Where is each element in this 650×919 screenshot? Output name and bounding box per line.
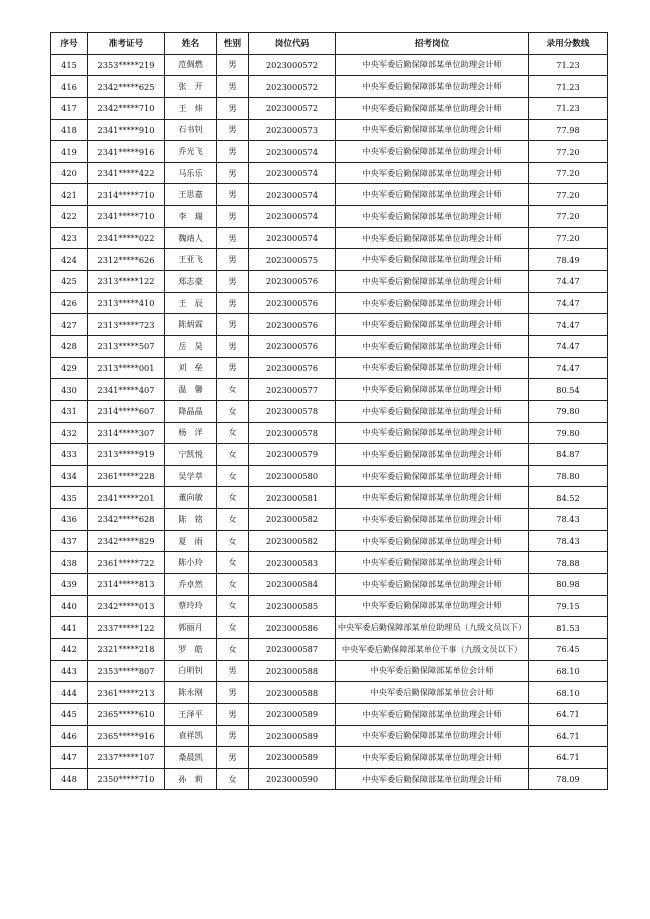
cell-score-line: 78.49 bbox=[529, 249, 608, 271]
cell-position-code: 2023000587 bbox=[249, 638, 336, 660]
cell-exam-number: 2314*****307 bbox=[88, 422, 165, 444]
cell-position: 中央军委后勤保障部某单位助理会计师 bbox=[336, 768, 529, 790]
cell-index: 440 bbox=[51, 595, 88, 617]
cell-score-line: 64.71 bbox=[529, 725, 608, 747]
cell-index: 432 bbox=[51, 422, 88, 444]
table-row bbox=[51, 768, 608, 790]
cell-index: 429 bbox=[51, 357, 88, 379]
cell-name: 董向敏 bbox=[165, 487, 217, 509]
cell-position-code: 2023000588 bbox=[249, 660, 336, 682]
cell-position: 中央军委后勤保障部某单位助理会计师 bbox=[336, 487, 529, 509]
cell-name: 王亚飞 bbox=[165, 249, 217, 271]
cell-gender: 女 bbox=[217, 400, 249, 422]
cell-name: 郑志豪 bbox=[165, 271, 217, 293]
cell-position-code: 2023000576 bbox=[249, 292, 336, 314]
cell-gender: 男 bbox=[217, 335, 249, 357]
cell-name: 陈 铭 bbox=[165, 509, 217, 531]
cell-position: 中央军委后勤保障部某单位助理会计师 bbox=[336, 574, 529, 596]
cell-exam-number: 2341*****910 bbox=[88, 119, 165, 141]
cell-position: 中央军委后勤保障部某单位助理会计师 bbox=[336, 97, 529, 119]
cell-name: 陈永刚 bbox=[165, 682, 217, 704]
cell-index: 426 bbox=[51, 292, 88, 314]
table-row bbox=[51, 703, 608, 725]
cell-exam-number: 2341*****022 bbox=[88, 227, 165, 249]
cell-position: 中央军委后勤保障部某单位助理会计师 bbox=[336, 141, 529, 163]
cell-name: 孙 莉 bbox=[165, 768, 217, 790]
table-row bbox=[51, 725, 608, 747]
cell-index: 446 bbox=[51, 725, 88, 747]
cell-exam-number: 2342*****628 bbox=[88, 509, 165, 531]
cell-score-line: 77.20 bbox=[529, 184, 608, 206]
cell-position: 中央军委后勤保障部某单位会计师 bbox=[336, 682, 529, 704]
cell-name: 王思嘉 bbox=[165, 184, 217, 206]
cell-index: 447 bbox=[51, 747, 88, 769]
cell-score-line: 80.98 bbox=[529, 574, 608, 596]
table-row bbox=[51, 141, 608, 163]
cell-index: 418 bbox=[51, 119, 88, 141]
cell-position-code: 2023000576 bbox=[249, 357, 336, 379]
table-row bbox=[51, 574, 608, 596]
cell-position: 中央军委后勤保障部某单位助理会计师 bbox=[336, 530, 529, 552]
cell-score-line: 74.47 bbox=[529, 357, 608, 379]
cell-index: 439 bbox=[51, 574, 88, 596]
cell-gender: 女 bbox=[217, 530, 249, 552]
cell-gender: 男 bbox=[217, 76, 249, 98]
cell-index: 425 bbox=[51, 271, 88, 293]
cell-position: 中央军委后勤保障部某单位会计师 bbox=[336, 660, 529, 682]
cell-exam-number: 2341*****916 bbox=[88, 141, 165, 163]
table-row bbox=[51, 357, 608, 379]
cell-exam-number: 2341*****201 bbox=[88, 487, 165, 509]
cell-exam-number: 2365*****916 bbox=[88, 725, 165, 747]
cell-position: 中央军委后勤保障部某单位助理会计师 bbox=[336, 552, 529, 574]
cell-name: 张 开 bbox=[165, 76, 217, 98]
cell-gender: 女 bbox=[217, 595, 249, 617]
table-row bbox=[51, 595, 608, 617]
cell-name: 岳 昊 bbox=[165, 335, 217, 357]
cell-position-code: 2023000585 bbox=[249, 595, 336, 617]
table-row bbox=[51, 509, 608, 531]
cell-gender: 男 bbox=[217, 725, 249, 747]
cell-position-code: 2023000588 bbox=[249, 682, 336, 704]
header-exam-number: 准考证号 bbox=[88, 33, 165, 55]
cell-score-line: 80.54 bbox=[529, 379, 608, 401]
cell-score-line: 68.10 bbox=[529, 660, 608, 682]
header-gender: 性别 bbox=[217, 33, 249, 55]
cell-name: 李 瑞 bbox=[165, 206, 217, 228]
cell-position-code: 2023000574 bbox=[249, 206, 336, 228]
cell-exam-number: 2353*****219 bbox=[88, 54, 165, 76]
table-row bbox=[51, 249, 608, 271]
cell-score-line: 78.43 bbox=[529, 530, 608, 552]
cell-exam-number: 2361*****722 bbox=[88, 552, 165, 574]
cell-name: 乔光飞 bbox=[165, 141, 217, 163]
cell-index: 431 bbox=[51, 400, 88, 422]
cell-index: 437 bbox=[51, 530, 88, 552]
cell-exam-number: 2341*****407 bbox=[88, 379, 165, 401]
cell-name: 郭丽月 bbox=[165, 617, 217, 639]
cell-score-line: 71.23 bbox=[529, 54, 608, 76]
header-name: 姓名 bbox=[165, 33, 217, 55]
cell-exam-number: 2342*****625 bbox=[88, 76, 165, 98]
cell-position: 中央军委后勤保障部某单位助理会计师 bbox=[336, 271, 529, 293]
cell-gender: 男 bbox=[217, 54, 249, 76]
cell-index: 442 bbox=[51, 638, 88, 660]
table-row bbox=[51, 487, 608, 509]
cell-exam-number: 2337*****122 bbox=[88, 617, 165, 639]
cell-position: 中央军委后勤保障部某单位助理会计师 bbox=[336, 76, 529, 98]
cell-position-code: 2023000572 bbox=[249, 76, 336, 98]
cell-index: 422 bbox=[51, 206, 88, 228]
cell-position: 中央军委后勤保障部某单位助理会计师 bbox=[336, 227, 529, 249]
cell-position-code: 2023000577 bbox=[249, 379, 336, 401]
cell-gender: 男 bbox=[217, 747, 249, 769]
cell-position-code: 2023000576 bbox=[249, 271, 336, 293]
table-row bbox=[51, 119, 608, 141]
table-row bbox=[51, 400, 608, 422]
table-row bbox=[51, 271, 608, 293]
cell-index: 434 bbox=[51, 465, 88, 487]
cell-index: 444 bbox=[51, 682, 88, 704]
table-row bbox=[51, 638, 608, 660]
cell-name: 白明钊 bbox=[165, 660, 217, 682]
cell-gender: 女 bbox=[217, 638, 249, 660]
cell-position: 中央军委后勤保障部某单位助理会计师 bbox=[336, 465, 529, 487]
table-row bbox=[51, 552, 608, 574]
cell-position-code: 2023000572 bbox=[249, 54, 336, 76]
table-row bbox=[51, 379, 608, 401]
header-score-line: 录用分数线 bbox=[529, 33, 608, 55]
cell-gender: 男 bbox=[217, 314, 249, 336]
cell-index: 436 bbox=[51, 509, 88, 531]
table-row bbox=[51, 227, 608, 249]
cell-name: 王 辰 bbox=[165, 292, 217, 314]
cell-name: 杨 洋 bbox=[165, 422, 217, 444]
cell-exam-number: 2313*****507 bbox=[88, 335, 165, 357]
cell-index: 423 bbox=[51, 227, 88, 249]
cell-exam-number: 2314*****710 bbox=[88, 184, 165, 206]
cell-score-line: 74.47 bbox=[529, 292, 608, 314]
table-row bbox=[51, 97, 608, 119]
cell-index: 420 bbox=[51, 162, 88, 184]
cell-score-line: 84.52 bbox=[529, 487, 608, 509]
cell-position: 中央军委后勤保障部某单位助理会计师 bbox=[336, 422, 529, 444]
cell-gender: 男 bbox=[217, 97, 249, 119]
cell-name: 石书钊 bbox=[165, 119, 217, 141]
cell-exam-number: 2341*****710 bbox=[88, 206, 165, 228]
cell-position: 中央军委后勤保障部某单位助理会计师 bbox=[336, 747, 529, 769]
admission-score-table bbox=[50, 32, 608, 790]
cell-exam-number: 2314*****607 bbox=[88, 400, 165, 422]
cell-gender: 女 bbox=[217, 768, 249, 790]
cell-score-line: 78.09 bbox=[529, 768, 608, 790]
cell-position-code: 2023000576 bbox=[249, 314, 336, 336]
cell-position: 中央军委后勤保障部某单位助理会计师 bbox=[336, 314, 529, 336]
cell-position-code: 2023000589 bbox=[249, 747, 336, 769]
cell-exam-number: 2313*****919 bbox=[88, 444, 165, 466]
cell-index: 417 bbox=[51, 97, 88, 119]
cell-position-code: 2023000584 bbox=[249, 574, 336, 596]
cell-position-code: 2023000582 bbox=[249, 530, 336, 552]
cell-position-code: 2023000589 bbox=[249, 703, 336, 725]
table-row bbox=[51, 682, 608, 704]
cell-score-line: 78.43 bbox=[529, 509, 608, 531]
cell-position: 中央军委后勤保障部某单位干事（九级文员以下） bbox=[336, 638, 529, 660]
table-row bbox=[51, 206, 608, 228]
cell-position: 中央军委后勤保障部某单位助理会计师 bbox=[336, 335, 529, 357]
cell-index: 443 bbox=[51, 660, 88, 682]
cell-position: 中央军委后勤保障部某单位助理会计师 bbox=[336, 249, 529, 271]
cell-index: 438 bbox=[51, 552, 88, 574]
table-row bbox=[51, 422, 608, 444]
cell-position: 中央军委后勤保障部某单位助理会计师 bbox=[336, 444, 529, 466]
cell-score-line: 76.45 bbox=[529, 638, 608, 660]
header-index: 序号 bbox=[51, 33, 88, 55]
cell-score-line: 77.20 bbox=[529, 206, 608, 228]
cell-name: 温 馨 bbox=[165, 379, 217, 401]
cell-position: 中央军委后勤保障部某单位助理会计师 bbox=[336, 595, 529, 617]
cell-gender: 男 bbox=[217, 682, 249, 704]
cell-position-code: 2023000580 bbox=[249, 465, 336, 487]
cell-exam-number: 2313*****410 bbox=[88, 292, 165, 314]
header-position-code: 岗位代码 bbox=[249, 33, 336, 55]
cell-position: 中央军委后勤保障部某单位助理会计师 bbox=[336, 54, 529, 76]
cell-gender: 男 bbox=[217, 249, 249, 271]
cell-exam-number: 2313*****122 bbox=[88, 271, 165, 293]
cell-name: 马乐乐 bbox=[165, 162, 217, 184]
cell-name: 王 炜 bbox=[165, 97, 217, 119]
cell-position-code: 2023000574 bbox=[249, 141, 336, 163]
cell-position: 中央军委后勤保障部某单位助理员（九级文员以下） bbox=[336, 617, 529, 639]
cell-score-line: 74.47 bbox=[529, 271, 608, 293]
cell-gender: 女 bbox=[217, 422, 249, 444]
table-row bbox=[51, 162, 608, 184]
cell-score-line: 74.47 bbox=[529, 335, 608, 357]
cell-position: 中央军委后勤保障部某单位助理会计师 bbox=[336, 119, 529, 141]
cell-gender: 男 bbox=[217, 357, 249, 379]
cell-position-code: 2023000578 bbox=[249, 400, 336, 422]
cell-exam-number: 2342*****829 bbox=[88, 530, 165, 552]
cell-index: 430 bbox=[51, 379, 88, 401]
cell-index: 433 bbox=[51, 444, 88, 466]
table-row bbox=[51, 76, 608, 98]
cell-position-code: 2023000582 bbox=[249, 509, 336, 531]
table-row bbox=[51, 465, 608, 487]
cell-gender: 男 bbox=[217, 271, 249, 293]
cell-gender: 女 bbox=[217, 617, 249, 639]
cell-exam-number: 2313*****723 bbox=[88, 314, 165, 336]
cell-exam-number: 2361*****228 bbox=[88, 465, 165, 487]
cell-position: 中央军委后勤保障部某单位助理会计师 bbox=[336, 379, 529, 401]
cell-position-code: 2023000583 bbox=[249, 552, 336, 574]
cell-position: 中央军委后勤保障部某单位助理会计师 bbox=[336, 703, 529, 725]
cell-gender: 女 bbox=[217, 379, 249, 401]
cell-gender: 男 bbox=[217, 119, 249, 141]
table-row bbox=[51, 530, 608, 552]
cell-position-code: 2023000573 bbox=[249, 119, 336, 141]
table-row bbox=[51, 314, 608, 336]
cell-name: 桑晨凯 bbox=[165, 747, 217, 769]
table-row bbox=[51, 292, 608, 314]
cell-score-line: 71.23 bbox=[529, 97, 608, 119]
cell-gender: 女 bbox=[217, 574, 249, 596]
cell-score-line: 79.15 bbox=[529, 595, 608, 617]
cell-exam-number: 2350*****710 bbox=[88, 768, 165, 790]
cell-position: 中央军委后勤保障部某单位助理会计师 bbox=[336, 725, 529, 747]
cell-score-line: 78.88 bbox=[529, 552, 608, 574]
cell-position: 中央军委后勤保障部某单位助理会计师 bbox=[336, 292, 529, 314]
cell-score-line: 77.20 bbox=[529, 162, 608, 184]
cell-name: 陈小玲 bbox=[165, 552, 217, 574]
cell-name: 乔卓然 bbox=[165, 574, 217, 596]
cell-score-line: 84.87 bbox=[529, 444, 608, 466]
cell-exam-number: 2341*****422 bbox=[88, 162, 165, 184]
cell-position-code: 2023000578 bbox=[249, 422, 336, 444]
cell-index: 448 bbox=[51, 768, 88, 790]
table-row bbox=[51, 444, 608, 466]
cell-position-code: 2023000589 bbox=[249, 725, 336, 747]
cell-gender: 女 bbox=[217, 552, 249, 574]
cell-exam-number: 2342*****013 bbox=[88, 595, 165, 617]
cell-gender: 男 bbox=[217, 141, 249, 163]
cell-index: 441 bbox=[51, 617, 88, 639]
cell-index: 419 bbox=[51, 141, 88, 163]
cell-position-code: 2023000574 bbox=[249, 162, 336, 184]
cell-position-code: 2023000572 bbox=[249, 97, 336, 119]
cell-name: 夏 雨 bbox=[165, 530, 217, 552]
cell-score-line: 77.20 bbox=[529, 227, 608, 249]
cell-position: 中央军委后勤保障部某单位助理会计师 bbox=[336, 357, 529, 379]
cell-name: 降晶晶 bbox=[165, 400, 217, 422]
cell-score-line: 71.23 bbox=[529, 76, 608, 98]
cell-exam-number: 2337*****107 bbox=[88, 747, 165, 769]
cell-position-code: 2023000574 bbox=[249, 184, 336, 206]
cell-index: 435 bbox=[51, 487, 88, 509]
cell-score-line: 77.98 bbox=[529, 119, 608, 141]
cell-name: 罗 皓 bbox=[165, 638, 217, 660]
cell-name: 蔡玲玲 bbox=[165, 595, 217, 617]
cell-score-line: 64.71 bbox=[529, 747, 608, 769]
table-row bbox=[51, 617, 608, 639]
cell-gender: 男 bbox=[217, 162, 249, 184]
cell-exam-number: 2342*****710 bbox=[88, 97, 165, 119]
cell-index: 424 bbox=[51, 249, 88, 271]
cell-score-line: 77.20 bbox=[529, 141, 608, 163]
cell-exam-number: 2313*****001 bbox=[88, 357, 165, 379]
cell-position-code: 2023000575 bbox=[249, 249, 336, 271]
cell-gender: 男 bbox=[217, 703, 249, 725]
table-row bbox=[51, 747, 608, 769]
cell-name: 袁祥凯 bbox=[165, 725, 217, 747]
cell-gender: 男 bbox=[217, 206, 249, 228]
table-row bbox=[51, 660, 608, 682]
cell-gender: 女 bbox=[217, 444, 249, 466]
cell-exam-number: 2365*****610 bbox=[88, 703, 165, 725]
cell-score-line: 78.80 bbox=[529, 465, 608, 487]
cell-index: 445 bbox=[51, 703, 88, 725]
table-row bbox=[51, 54, 608, 76]
cell-position-code: 2023000581 bbox=[249, 487, 336, 509]
cell-exam-number: 2361*****213 bbox=[88, 682, 165, 704]
cell-exam-number: 2321*****218 bbox=[88, 638, 165, 660]
cell-score-line: 64.71 bbox=[529, 703, 608, 725]
cell-score-line: 81.53 bbox=[529, 617, 608, 639]
cell-gender: 女 bbox=[217, 487, 249, 509]
cell-name: 陈炳霖 bbox=[165, 314, 217, 336]
cell-score-line: 68.10 bbox=[529, 682, 608, 704]
cell-position-code: 2023000590 bbox=[249, 768, 336, 790]
cell-name: 范倜燃 bbox=[165, 54, 217, 76]
cell-position: 中央军委后勤保障部某单位助理会计师 bbox=[336, 162, 529, 184]
cell-position-code: 2023000576 bbox=[249, 335, 336, 357]
cell-name: 王泽平 bbox=[165, 703, 217, 725]
cell-name: 魏靖人 bbox=[165, 227, 217, 249]
cell-gender: 女 bbox=[217, 509, 249, 531]
cell-gender: 男 bbox=[217, 227, 249, 249]
cell-gender: 男 bbox=[217, 292, 249, 314]
table-row bbox=[51, 335, 608, 357]
cell-position: 中央军委后勤保障部某单位助理会计师 bbox=[336, 400, 529, 422]
cell-name: 宁凯悦 bbox=[165, 444, 217, 466]
cell-name: 吴学萃 bbox=[165, 465, 217, 487]
cell-exam-number: 2353*****807 bbox=[88, 660, 165, 682]
table-row bbox=[51, 184, 608, 206]
cell-position-code: 2023000586 bbox=[249, 617, 336, 639]
cell-index: 416 bbox=[51, 76, 88, 98]
cell-score-line: 74.47 bbox=[529, 314, 608, 336]
cell-index: 427 bbox=[51, 314, 88, 336]
cell-index: 421 bbox=[51, 184, 88, 206]
header-position: 招考岗位 bbox=[336, 33, 529, 55]
table-header-row bbox=[51, 33, 608, 55]
cell-gender: 女 bbox=[217, 465, 249, 487]
cell-position-code: 2023000574 bbox=[249, 227, 336, 249]
cell-position: 中央军委后勤保障部某单位助理会计师 bbox=[336, 206, 529, 228]
cell-exam-number: 2312*****626 bbox=[88, 249, 165, 271]
cell-index: 428 bbox=[51, 335, 88, 357]
cell-name: 刘 垒 bbox=[165, 357, 217, 379]
cell-position: 中央军委后勤保障部某单位助理会计师 bbox=[336, 184, 529, 206]
cell-score-line: 79.80 bbox=[529, 422, 608, 444]
cell-gender: 男 bbox=[217, 184, 249, 206]
cell-score-line: 79.80 bbox=[529, 400, 608, 422]
cell-position-code: 2023000579 bbox=[249, 444, 336, 466]
cell-exam-number: 2314*****813 bbox=[88, 574, 165, 596]
cell-gender: 男 bbox=[217, 660, 249, 682]
cell-position: 中央军委后勤保障部某单位助理会计师 bbox=[336, 509, 529, 531]
cell-index: 415 bbox=[51, 54, 88, 76]
